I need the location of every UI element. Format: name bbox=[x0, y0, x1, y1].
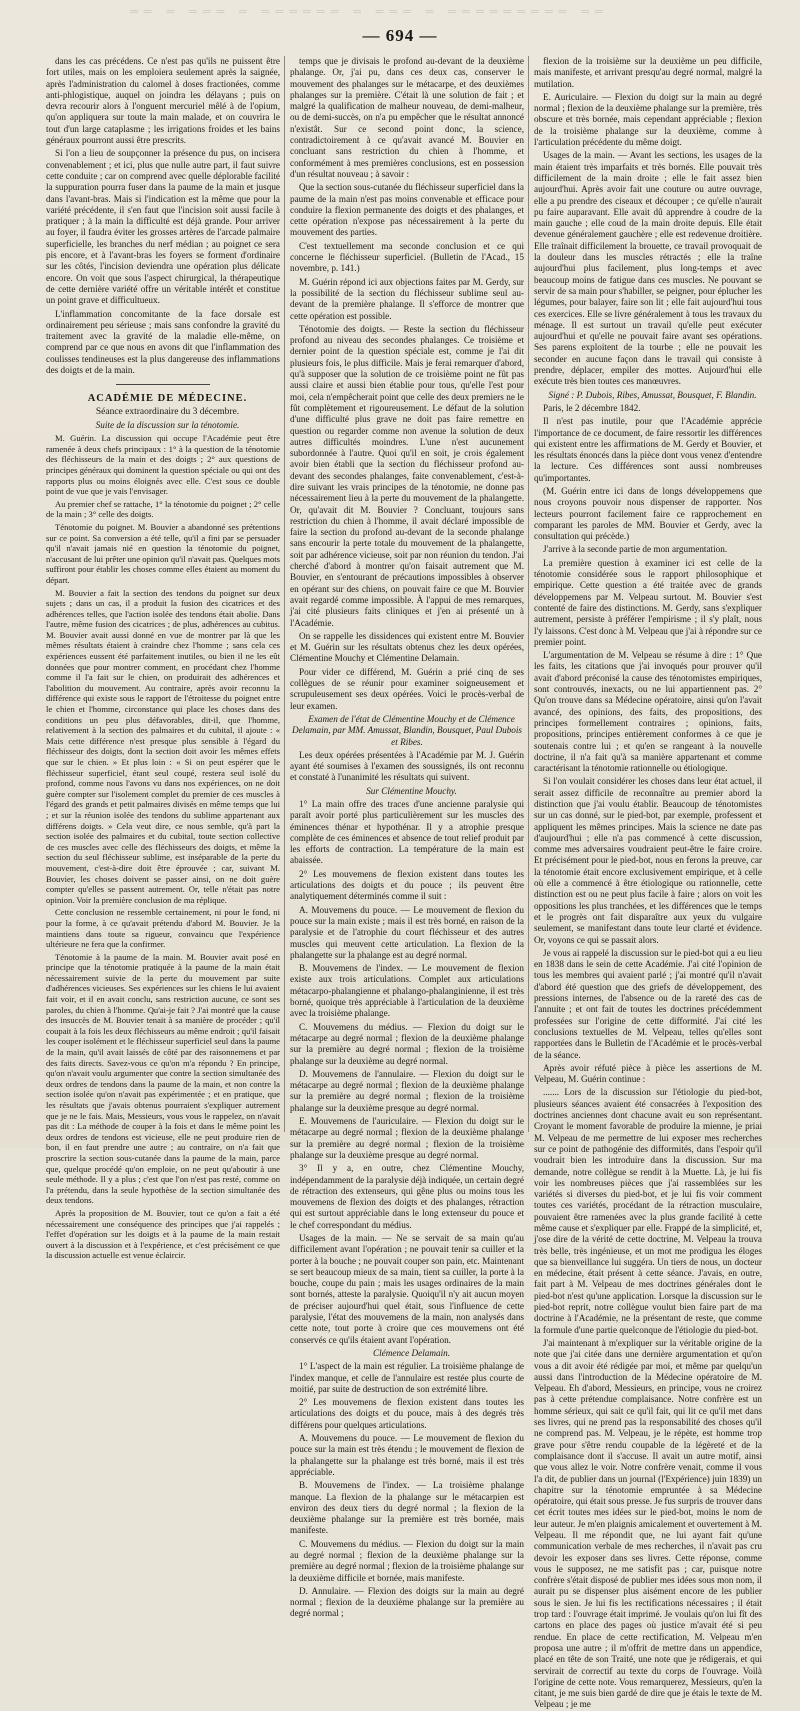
section-rule bbox=[116, 384, 210, 385]
paragraph: Ténotomie à la paume de la main. M. Bouvier avait posé en principe que la ténotomie pratiquée à la paume de la main était nécessairement suivie de la perte du mouvement par suite d'adhérences vicieuses. Ses expériences sur les chiens le lui avaient fait voir, et il en avait conclu, sans restriction aucune, ce sont ses paroles, du chien à l'homme. Qu'ai-je fait ? J'ai montré que la cause des insuccès de M. Bouvier tenait à sa manière de procéder ; qu'il coupait à la fois les deux fléchisseurs au même endroit ; qu'il faisait les couper isolément et le fléchisseur superficiel seul dans la paume de la main, qu'il avait laissés de côté par des raisonnemens et par des faits directs. Savez-vous ce qu'on m'a répondu ? En principe, qu'on n'avait voulu argumenter que contre la section simultanée des deux ordres de tendons dans la paume de la main, et non contre la section isolée qu'on n'avait pas expérimentée ; et en pratique, que les résultats que j'avais obtenus pourraient s'expliquer autrement que je ne le fais. Mais, Messieurs, vous vous le rappelez, on n'avait pas dit : La méthode de couper à la fois et dans le même point les deux ordres de tendons est vicieuse, elle ne peut produire rien de bon, il en faut prendre une autre ; au contraire, on n'a fait que proscrire la section sous-cutanée dans la paume de la main, parce que, quelque procédé qu'on emploie, on ne peut qu'aboutir à une seule méthode. Il y a plus ; c'est que l'on n'est pas resté, comme on l'a prétendu, dans la seule hypothèse de la section simultanée des deux tendons. bbox=[46, 951, 280, 1206]
page-number: — 694 — bbox=[362, 26, 438, 45]
paragraph: dans les cas précédens. Ce n'est pas qu'ils ne puissent être fort utiles, mais on les emploiera seulement après la saignée, après l'administration du calomel à doses fractionées, comme anti-phlogistique, auquel on joindra les délayans ; puis on devra recourir alors à l'onguent mercuriel mêlé à de l'opium, qu'on appliquera sur toute la main malade, et on couvrira le tout d'un large cataplasme ; les irrigations froides et les bains généraux pourront aussi être prescrits. bbox=[46, 56, 280, 146]
paragraph: B. Mouvemens de l'index. — La troisième phalange manque. La flexion de la phalange sur le métacarpien est environ des deux tiers du degré normal ; la flexion de la deuxième phalange sur la première est très bornée, mais manifeste. bbox=[290, 1480, 524, 1536]
paragraph: Après la proposition de M. Bouvier, tout ce qu'on a fait a été nécessairement une conséquence des principes que j'ai rappelés ; l'effet d'opération sur les doigts et à la paume de la main restait ouvert à la discussion et à l'expérience, et c'est précisément ce que la discussion actuelle est venue éclaircir. bbox=[46, 1207, 280, 1261]
paragraph: J'arrive à la seconde partie de mon argumentation. bbox=[543, 544, 728, 555]
paragraph: L'argumentation de M. Velpeau se résume à dire : 1° Que les faits, les citations que j'ai invoqués pour prouver qu'il avait d'abord préconisé la cause des ténotomistes empiriques, sont controuvés, inexacts, ou ne lui appartiennent pas. 2° Qu'on trouve dans sa Médecine opératoire, ainsi qu'on l'avait avancé, des opinions, des faits, des propositions, des principes formellement contraires ; opinions, faits, propositions, principes entièrement conformes à ce que je soutenais contre lui ; et qu'en se rangeant à la nouvelle doctrine, il n'a fait qu'à sa manière appartenant et comme caractérisant la ténotomie rationnelle ou étiologique. bbox=[534, 650, 762, 774]
column-divider bbox=[528, 56, 529, 1132]
paragraph: 2° Les mouvemens de flexion existent dans toutes les articulations des doigts et du pouce ; ils peuvent être analytiquement déterminés comme il suit : bbox=[290, 868, 524, 902]
paragraph: M. Guérin. La discussion qui occupe l'Académie peut être ramenée à deux chefs principaux : 1° à la question de la ténotomie des fléchisseurs de la main et des doigts ; 2° aux questions de principes généraux qui dominent la question spéciale ou qui ont des rapports plus ou moins éloignés avec elle. C'est sous ce double point de vue que je vais l'envisager. bbox=[46, 433, 280, 497]
paragraph: On se rappelle les dissidences qui existent entre M. Bouvier et M. Guérin sur les résultats obtenus chez les deux opérées, Clémentine Mouchy et Clémentine Delamain. bbox=[290, 630, 524, 664]
paragraph: Les deux opérées présentées à l'Académie par M. J. Guérin ayant été soumises à l'examen des soussignés, ils ont reconnu et constaté à l'unanimité les résultats qui suivent. bbox=[290, 749, 524, 783]
paragraph: Ténotomie du poignet. M. Bouvier a abandonné ses prétentions sur ce point. Sa conversion a été telle, qu'il a fini par se persuader qu'il n'avait jamais nié en question la ténotomie du poignet, n'accusant de lui prêter une opinion qu'il n'avait pas. Quelques mots suffiront pour établir les choses comme elles étaient au moment du départ. bbox=[46, 521, 280, 585]
subsection-title: Clémence Delamain. bbox=[372, 1347, 451, 1358]
paragraph: E. Mouvemens de l'auriculaire. — Flexion du doigt sur le métacarpe au degré normal ; flexion de la deuxième phalange sur la première au degré normal ; flexion de la troisième phalange sur la deuxième presque au degré normal. bbox=[290, 1116, 524, 1160]
discussion-title: Suite de la discussion sur la ténotomie. bbox=[95, 419, 240, 430]
paragraph: Je vous ai rappelé la discussion sur le pied-bot qui a eu lieu en 1838 dans le sein de cette Académie. J'ai cité l'opinion de tous les membres qui avaient parlé ; j'ai montré qu'il n'avait d'abord été question que des griefs de développement, des pressions internes, de l'absence ou de la rareté des cas de l'annuite ; et ont fait de toutes les doctrines précédemment professées sur l'origine de cette difformité. J'ai cité les conclusions textuelles de M. Velpeau, telles qu'elles sont rapportées dans le Bulletin de l'Académie et le procès-verbal de la séance. bbox=[534, 947, 762, 1060]
column-3 bbox=[534, 56, 762, 1710]
paragraph: Au premier chef se rattache, 1° la ténotomie du poignet ; 2° celle de la main ; 3° celle des doigts. bbox=[46, 498, 280, 520]
column-2 bbox=[290, 56, 525, 1619]
dateline: Paris, le 2 décembre 1842. bbox=[543, 402, 641, 413]
paragraph: M. Bouvier a fait la section des tendons du poignet sur deux sujets ; dans un cas, il a produit la fusion des cicatrices et des adhérences telles, que l'action isolée des tendons était abolie. Dans l'autre, même fusion des cicatrices ; de plus, adhérences au cubitus. M. Bouvier avait aussi donné en vue de montrer par là que les mêmes résultats étaient à craindre chez l'homme ; sans cela ces expériences eussent été parfaitement inutiles, ou bien il ne les eût données que pour montrer comment, en procédant chez l'homme comme il l'a fait sur le chien, on produirait des adhérences et l'abolition du mouvement. Au contraire, après avoir reconnu la différence qui existe sous le rapport de l'étroitesse du poignet entre le chien et l'homme, circonstance qui place les choses dans des conditions un peu plus défavorables, dit-il, que l'homme, relativement à la section des palmaires et du cubital, il ajoute : « Mais cette différence n'est presque plus sensible à l'égard du fléchisseur des doigts, dont la section doit avoir les mêmes effets que sur le chien. » Et plus loin : « Si on peut espérer que le fléchisseur superficiel, étant seul coupé, restera seul isolé du profond, comme nous l'avons vu dans nos expériences, on ne doit guère compter sur l'isolement complet du premier de ces muscles à l'égard des grands et petit palmaires divisés en même temps que lui ; et sur la réunion isolée des tendons du sublime appartenant aux différens doigts. » Cela veut dire, ce nous semble, qu'à part la section isolée des palmaires et du cubital, toute section collective de ces muscles avec celle des fléchisseurs des doigts, et même la section du seul fléchisseur sublime, est inséparable de la perte du mouvement, c'est-à-dire doit être éprouvée ; car, suivant M. Bouvier, les choses doivent se passer ainsi, on ne doit guère compter qu'elles se passent autrement. Or, telle n'était pas notre opinion. Voir la première conclusion de ma réplique. bbox=[46, 587, 280, 905]
paragraph: ....... Lors de la discussion sur l'étiologie du pied-bot, plusieurs séances avaient été consacrées à l'exposition des doctrines anciennes dont chacune avait eu son représentant. Croyant le moment favorable de produire la mienne, je priai M. Velpeau de me permettre de lui exposer mes recherches sur ce point de pathogénie des difformités, dans l'espoir qu'il voudrait bien les introduire dans la discussion. Sur ma demande, notre collègue se rendit à la Muette. Là, je lui fis voir les nombreuses pièces que j'ai rassemblées sur les variétés si diverses du pied-bot, et je lui fis voir comment toutes ces variétés, procédant de la rétraction musculaire, pouvaient être ramenées avec la plus grande facilité à cette même cause et s'expliquer par elle. Frappé de la simplicité, et, j'ose dire de la vérité de cette doctrine, M. Velpeau la trouva très belle, très ingénieuse, et un mot me prodigua les éloges que sa bienveillance lui suggéra. Un tiers de nous, un docteur en médecine, était présent à cette séance. J'avais, en outre, fait part à M. Velpeau de mes doctrines générales dont le pied-bot n'est qu'une application. Lorsque la discussion sur le pied-bot reprit, notre collègue voulut bien faire part de ma doctrine à l'Académie, ne la présentant de reste, que comme la formule d'une partie quelconque de l'étiologie du pied-bot. bbox=[534, 1087, 762, 1335]
paragraph: flexion de la troisième sur la deuxième un peu difficile, mais manifeste, et arrivant presqu'au degré normal, malgré la mutilation. bbox=[534, 56, 762, 89]
discussion-body bbox=[46, 433, 280, 1261]
bleed-through-text: ══ ═ ═══ ═ ══════ ═ ═══ ═ ═════════ ══ bbox=[130, 6, 609, 18]
paragraph: Il n'est pas inutile, pour que l'Académie apprécie l'importance de ce document, de faire ressortir les différences qui existent entre les affirmations de M. Gerdy et Bouvier, et les résultats énoncés dans la pièce dont vous venez d'entendre la lecture. Ces différences sont aussi nombreuses qu'importantes. bbox=[534, 416, 762, 483]
paragraph: B. Mouvemens de l'index. — Le mouvement de flexion existe aux trois articulations. Complet aux articulations métacarpo-phalangienne et phalango-phalanginienne, il est très borné, quoique très appréciable à l'articulation de la deuxième avec la troisième phalange. bbox=[290, 963, 524, 1019]
session-title: Séance extraordinaire du 3 décembre. bbox=[95, 406, 240, 417]
paragraph: Pour vider ce différend, M. Guérin a prié cinq de ses collègues de se réunir pour examiner soigneusement et scrupuleusement ses deux opérées. Voici le procès-verbal de leur examen. bbox=[290, 666, 524, 711]
paragraph: A. Mouvemens du pouce. — Le mouvement de flexion du pouce sur la main est très étendu ; le mouvement de flexion de la phalangette sur la phalange est très borné, mais il est très appréciable. bbox=[290, 1433, 524, 1477]
paragraph: La première question à examiner ici est celle de la ténotomie considérée sous le rapport philosophique et empirique. Cette question a été traitée avec de grands développemens par M. Velpeau surtout. M. Bouvier s'est contenté de faire des distinctions. M. Gerdy, sans s'expliquer autrement, persiste à préférer l'empirisme ; il s'y plaît, nous l'y laissons. C'est donc à M. Velpeau que j'ai à répondre sur ce premier point. bbox=[534, 557, 762, 647]
column-divider bbox=[284, 56, 285, 1132]
signature: Signé : P. Dubois, Ribes, Amussat, Bousquet, F. Blandin. bbox=[548, 389, 757, 400]
subsection-title: Sur Clémentine Mouchy. bbox=[366, 785, 457, 796]
paragraph: E. Auriculaire. — Flexion du doigt sur la main au degré normal ; flexion de la deuxième phalange sur la première, très obscure et très bornée, mais cependant appréciable ; flexion de la troisième phalange sur la deuxième, comme à l'articulation précédente du même doigt. bbox=[534, 91, 762, 148]
exam-title: Examen de l'état de Clémentine Mouchy et de Clémence Delamain, par MM. Amussat, Blandin, Bousquet, Paul Dubois et Ribes. bbox=[291, 713, 523, 747]
paragraph: A. Mouvemens du pouce. — Le mouvement de flexion du pouce sur la main existe ; mais il est très borné, en raison de la paralysie et de l'atrophie du court fléchisseur et des autres muscles qui meuvent cette articulation. La flexion de la phalangette sur la phalange est au degré normal. bbox=[290, 904, 524, 960]
paragraph: 2° Les mouvemens de flexion existent dans toutes les articulations des doigts et du pouce, mais à des degrés très différens pour quelques articulations. bbox=[290, 1397, 524, 1430]
paragraph: C. Mouvemens du médius. — Flexion du doigt sur le métacarpe au degré normal ; flexion de la deuxième phalange sur la première au degré normal ; flexion de la troisième phalange sur la deuxième au degré normal. bbox=[290, 1021, 524, 1066]
paragraph: 3° Il y a, en outre, chez Clémentine Mouchy, indépendamment de la paralysie déjà indiquée, un certain degré de rétraction des extenseurs, qui gêne plus ou moins tous les mouvemens de flexion des doigts et des phalanges, rétraction qui est surtout appréciable dans le long extenseur du pouce et le chef correspondant du médius. bbox=[290, 1163, 524, 1230]
paragraph: Après avoir réfuté pièce à pièce les assertions de M. Velpeau, M. Guérin continue : bbox=[534, 1062, 762, 1085]
paragraph: Que la section sous-cutanée du fléchisseur superficiel dans la paume de la main n'est pas moins convenable et efficace pour conduire la flexion permanente des doigts et des phalanges, et cette opération n'expose pas nécessairement à la perte du mouvement des parties. bbox=[290, 182, 525, 238]
paragraph: temps que je divisais le profond au-devant de la deuxième phalange. Or, j'ai pu, dans ces deux cas, conserver le mouvement des phalanges sur le métacarpe, et des deuxièmes phalanges sur la première. C'était là une solution de fait ; et malgré la qualification de malheur nouveau, de demi-malheur, ou de demi-succès, on n'a pu empêcher que le résultat annoncé n'existât. Sur ce second point donc, la science, contradictoirement à ce qu'avait avancé M. Bouvier en concluant sans restriction du chien à l'homme, et conformément à mes premières conclusions, est en possession d'un résultat nouveau ; à savoir : bbox=[290, 56, 524, 179]
paragraph: Ténotomie des doigts. — Reste la section du fléchisseur profond au niveau des secondes phalanges. Ce troisième et dernier point de la question spéciale est, comme je l'ai dit plusieurs fois, le plus difficile. Mais je ferai remarquer d'abord, qu'à supposer que la solution de ce troisième point ne fût pas aussi claire et aussi bien établie pour tous, qu'elle l'est pour moi, cela n'empêcherait point que celle des deux premiers ne le fût complètement et rigoureusement. Le défaut de la solution d'une difficulté plus grave ne doit pas faire remettre en question ou regarder comme non avenue la solution de deux autres difficultés moindres. L'une n'est aucunement subordonnée à l'autre. Quoi qu'il en soit, je crois également avoir bien établi que la section du fléchisseur profond au-devant des secondes phalanges, faite convenablement, c'est-à-dire suivant les vrais principes de la ténotomie, ne donne pas nécessairement lieu à la perte du mouvement de la phalangette. Or, qu'avait dit M. Bouvier ? Concluant, toujours sans restriction du chien à l'homme, il avait déclaré impossible de faire la section du profond au-devant de la seconde phalange sans encourir la perte totale du mouvement de la phalangette, soit par adhérence vicieuse, soit par non réunion du tendon. J'ai cherché d'abord à montrer qu'on faisait autrement que M. Bouvier, en s'entourant de précautions impossibles à observer en opérant sur des chiens, on pouvait faire ce que M. Bouvier avait regardé comme impossible. À l'appui de mes remarques, j'ai cité plusieurs faits cliniques et j'en ai présenté un à l'Académie. bbox=[290, 323, 524, 628]
paragraph: 1° La main offre des traces d'une ancienne paralysie qui paraît avoir porté plus particulièrement sur les muscles des éminences thénar et hypothénar. Il y a atrophie presque complète de ces éminences et absence de tout relief produit par les efforts de contraction. La température de la main est abaissée. bbox=[290, 799, 524, 866]
paragraph: 1° L'aspect de la main est régulier. La troisième phalange de l'index manque, et celle de l'annulaire est restée plus courte de moitié, par suite de destruction de son extrémité libre. bbox=[290, 1361, 524, 1394]
paragraph: J'ai maintenant à m'expliquer sur la véritable origine de la note que j'ai citée dans une dernière argumentation et qu'on vous a dit avoir été rédigée par moi, et même par quelqu'un aussi dans l'introduction de la Médecine opératoire de M. Velpeau. Eh d'abord, Messieurs, en principe, vous ne croirez pas à cette prétendue complaisance. Notre confrère est un homme sérieux, qui sait ce qu'il fait, qui lit ce qu'il met dans ses livres, qui ne prend pas la responsabilité des choses qu'il ne comprend pas. M. Velpeau, je le répète, est homme trop grave pour s'être rendu coupable de la légèreté et de la complaisance dont il s'accuse. Il avait un autre motif, ainsi que vous allez le voir. Notre confrère venait, comme il vous l'a dit, de publier dans un journal (l'Expérience) juin 1839) un chapitre sur la ténotomie empruntée à sa Médecine opératoire, qui était sous presse. Je fus surpris de trouver dans cet écrit toutes mes idées sur le pied-bot, moins le nom de leur auteur. Je m'en plaignis amicalement et ouvertement à M. Velpeau. Il me répondit que, ne lui ayant fait qu'une communication verbale de mes recherches, il n'avait pas cru devoir les exposer dans ses livres. Cette réponse, comme vous le supposez, ne me satisfit pas ; car, puisque notre confrère s'était disposé de publier mes idées sous mon nom, il aurait pu se dispenser plus aisément encore de les publier sous le sien. Je lui fis les rectifications nécessaires ; il était trop tard : l'ouvrage était imprimé. Je voulais qu'on lui fît des cartons en place des pages où justice m'avait été si peu rendue. En place de cette rectification, M. Velpeau m'en proposa une autre ; il m'offrit de mettre dans un appendice, placé en tête de son Traité, une note que je rédigerais, et qui servirait de correctif au texte du corps de l'ouvrage. Voilà l'origine de cette note. Vous remarquerez, Messieurs, qu'en la citant, je me suis bien gardé de dire que je étais le texte de M. Velpeau ; je me bbox=[534, 1337, 762, 1710]
section-heading: ACADÉMIE DE MÉDECINE. bbox=[87, 393, 248, 405]
paragraph: C. Mouvemens du médius. — Flexion du doigt sur la main au degré normal ; flexion de la deuxième phalange sur la première au degré normal ; flexion de la troisième phalange sur la deuxième difficile et bornée, mais manifeste. bbox=[290, 1538, 524, 1583]
paragraph: C'est textuellement ma seconde conclusion et ce qui concerne le fléchisseur superficiel. (Bulletin de l'Acad., 15 novembre, p. 141.) bbox=[290, 240, 524, 274]
paragraph: L'inflammation concomitante de la face dorsale est ordinairement peu sérieuse ; mais sans confondre la gravité du traitement avec la gravité de la maladie elle-même, on comprend par ce que nous en avons dit que l'inflammation des coulisses tendineuses est la plus dangereuse des inflammations des doigts et de la main. bbox=[46, 308, 280, 376]
paragraph: Si l'on voulait considérer les choses dans leur état actuel, il serait assez difficile de reconnaître au premier abord la distinction que j'ai voulu établir. Beaucoup de ténotomistes sur un cas donné, sur le pied-bot, par exemple, professent et appliquent les mêmes principes. Mais la science ne date pas d'aujourd'hui ; elle n'a pas commencé à cette discussion, comme mes adversaires voudraient peut-être le faire croire. Et précisément pour le pied-bot, nous en ferons la preuve, car la ténotomie était encore exclusivement empirique, et à celle où elle a commencé à être étiologique ou rationnelle, cette distinction est ou ne peut plus facile à faire ; alors on voit les oppositions les plus tranchées, et les différences que le temps et le progrès ont fait disparaître aux yeux du vulgaire seulement, se manifestant dans toute leur clarté et évidence. Or, voyons ce qui se passait alors. bbox=[534, 776, 762, 945]
column-1 bbox=[46, 56, 280, 1261]
paragraph: Usages de la main. — Avant les sections, les usages de la main étaient très imparfaits et très bornés. Elle pouvait très difficilement de la main droite ; elle le fait assez bien aujourd'hui. Après avoir fait une couture ou autre ouvrage, elle a pu prendre des ciseaux et découper ; ce qu'elle n'aurait pu faire auparavant. Elle avait dû apprendre à coudre de la main gauche ; elle coud de la main droite depuis. Elle était devenue généralement gauchère ; elle est redevenue droitière. Elle traînait difficilement la brouette, ce travail provoquait de la douleur dans les muscles rétractés ; elle la traîne aujourd'hui plus facilement, plus long-temps et avec beaucoup moins de fatigue dans ces muscles. Ne pouvant se servir de sa main pour s'habiller, se peigner, pour éplucher les légumes, pour balayer, faire son lit ; elle fait aujourd'hui tous ces exercices. Elle se livre généralement à tous les travaux du ménage. Il est surtout un travail qu'elle peut exécuter aujourd'hui et qu'elle ne pouvait faire avant ses opérations. Ses parens exploitent de la tourbe ; elle ne pouvait les seconder en aucune façon dans le travail qui consiste à prendre, déplacer, empiler des mottes. Aujourd'hui elle exécute très bien toutes ces manœuvres. bbox=[534, 150, 762, 387]
paragraph: Usages de la main. — Ne se servait de sa main qu'au difficilement avant l'opération ; ne pouvait tenir sa cuiller et la porter à la bouche ; ne pouvait couper son pain, etc. Maintenant se sert beaucoup mieux de sa main, tient sa cuiller, la porte à la bouche, coupe du pain ; mais les usages ordinaires de la main sont bornés, atteste la paralysie. Quoiqu'il n'y ait aucun moyen de préciser aujourd'hui quel était, sous l'influence de cette paralysie, l'état des mouvemens de la main, non analysés dans cette note, tout porte à croire que ces mouvemens ont été conservés ce qu'ils étaient avant l'opération. bbox=[290, 1232, 524, 1345]
paragraph: Cette conclusion ne ressemble certainement, ni pour le fond, ni pour la forme, à ce qu'avait prétendu d'abord M. Bouvier. Je la maintiens dans toute sa rigueur, convaincu que l'expérience ultérieure ne fera que la confirmer. bbox=[46, 907, 280, 950]
paragraph: M. Guérin répond ici aux objections faites par M. Gerdy, sur la possibilité de la section du fléchisseur sublime seul au-devant de la première phalange. Il s'efforce de montrer que cette opération est possible. bbox=[290, 276, 524, 321]
paragraph: (M. Guérin entre ici dans de longs développemens que nous croyons pouvoir nous dispenser de rapporter. Nos lecteurs pourront facilement faire ce rapprochement en comparant les paroles de MM. Bouvier et Gerdy, avec la consultation qui précède.) bbox=[534, 485, 762, 542]
paragraph: D. Mouvemens de l'annulaire. — Flexion du doigt sur le métacarpe au degré normal ; flexion de la deuxième phalange sur la première au degré normal ; flexion de la troisième phalange sur la deuxième presque au degré normal. bbox=[290, 1068, 524, 1113]
paragraph: D. Annulaire. — Flexion des doigts sur la main au degré normal ; flexion de la deuxième phalange sur la première au degré normal ; bbox=[290, 1585, 524, 1619]
paragraph: Si l'on a lieu de soupçonner la présence du pus, on incisera convenablement ; et ici, plus que nulle autre part, il faut suivre cette conduite ; car on comprend avec quelle déplorable facilité la suppuration pourra fuser dans la paume de la main et jusque dans l'avant-bras. Mais si l'indication est la même que pour la variété précédente, il s'en faut que l'incision soit aussi facile à pratiquer ; à la main la difficulté est déjà grande. Pour arriver au foyer, il faudra éviter les grosses artères de l'arcade palmaire superficielle, les branches du nerf médian ; au poignet ce sera pis encore, et à l'avant-bras les foyers se forment d'ordinaire sur les côtés, l'incision deviendra une opération plus délicate encore. On voit que sous l'aspect chirurgical, la thérapeutique de cette dernière variété offre un véritable intérêt et constitue un point grave et difficultueux. bbox=[46, 148, 280, 306]
